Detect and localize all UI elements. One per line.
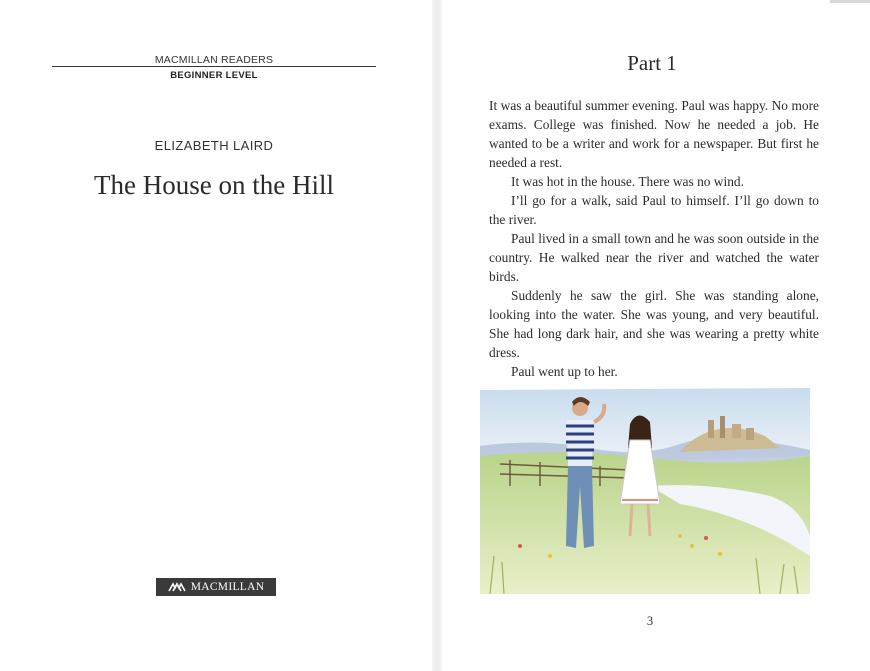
publisher-name: MACMILLAN (190, 581, 265, 593)
book-gutter (432, 0, 442, 671)
story-page (442, 0, 870, 671)
paragraph: Paul lived in a small town and he was soon outside in the country. He walked near the river and watched the water birds. (489, 231, 819, 284)
page-edge-mark (830, 0, 870, 3)
publisher-logo (156, 578, 276, 596)
title-page (0, 0, 432, 671)
paragraph: I’ll go for a walk, said Paul to himself. I’ll go down to the river. (489, 193, 819, 227)
book-title: The House on the Hill (94, 170, 334, 200)
level-label: BEGINNER LEVEL (170, 70, 258, 81)
series-label: MACMILLAN READERS (154, 54, 274, 66)
author-name: ELIZABETH LAIRD (154, 138, 274, 153)
paragraph: Suddenly he saw the girl. She was standing alone, looking into the water. She was young, and very beautiful. She had long dark hair, and she was wearing a pretty white dress. (489, 288, 819, 360)
macmillan-logo-icon (168, 581, 186, 593)
paragraph: It was hot in the house. There was no wind. (511, 174, 744, 189)
watercolor-illustration (480, 386, 810, 594)
page-number: 3 (646, 614, 654, 628)
story-text (489, 96, 819, 381)
paragraph: Paul went up to her. (511, 364, 618, 379)
paragraph: It was a beautiful summer evening. Paul was happy. No more exams. College was finished. Now he needed a job. He wanted to be a writer and work for a newspaper. But first he needed a rest. (489, 98, 819, 170)
series-divider (52, 66, 376, 67)
chapter-heading: Part 1 (627, 51, 677, 75)
